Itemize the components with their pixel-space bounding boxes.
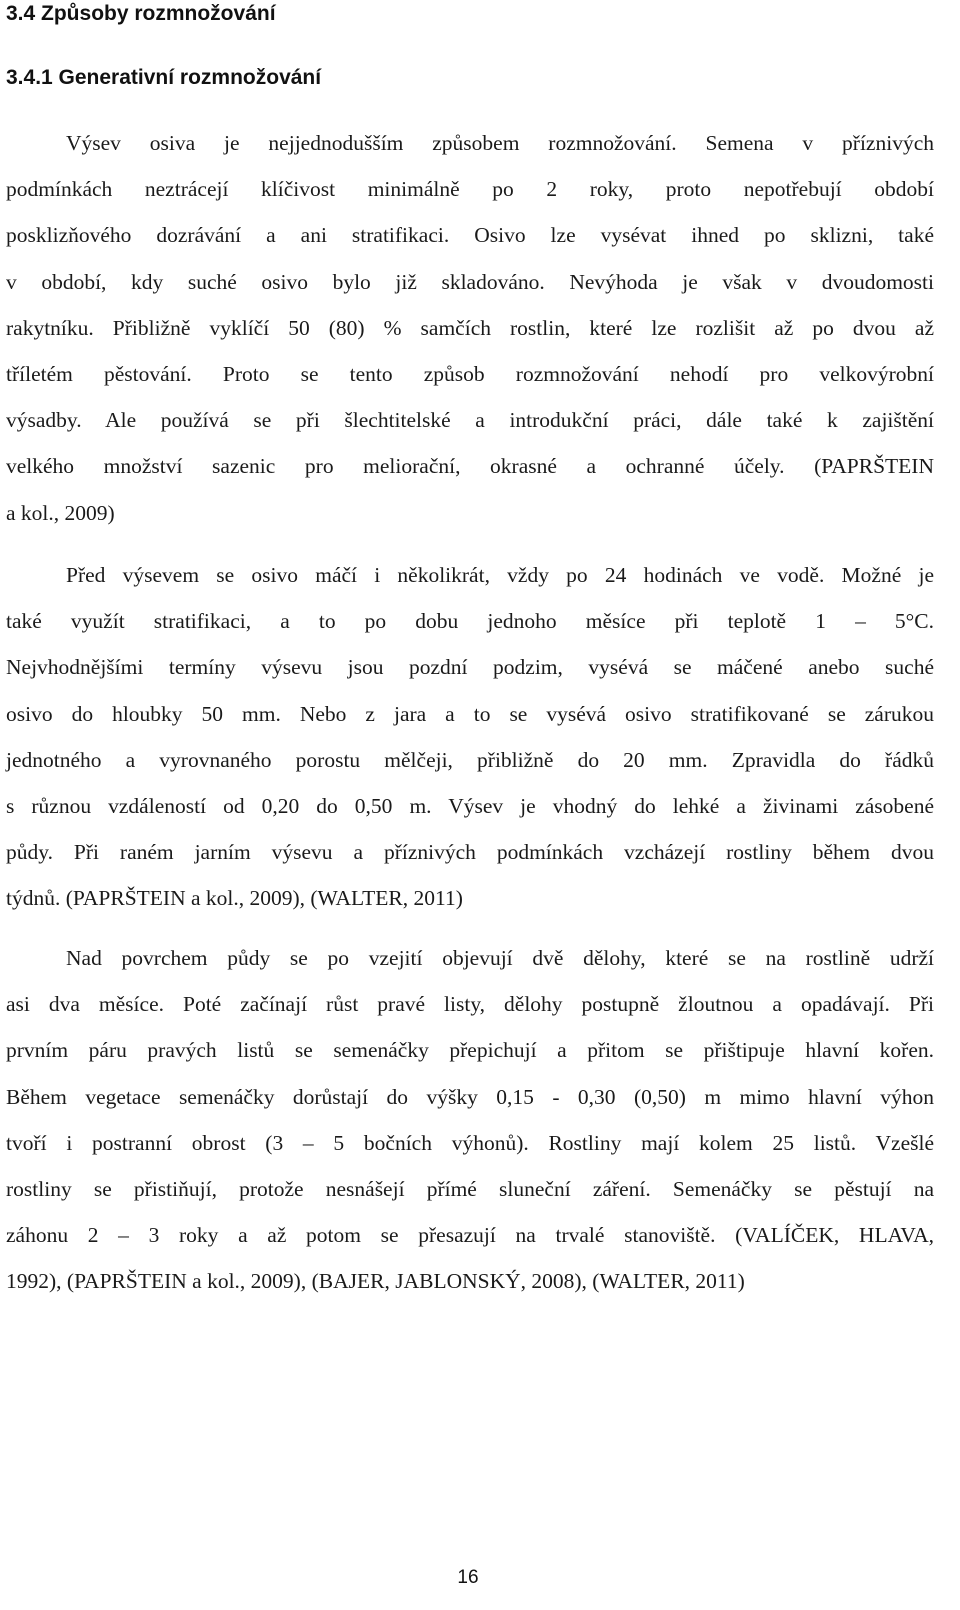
section-heading: 3.4 Způsoby rozmnožování [6, 2, 276, 25]
paragraph-line: záhonu 2 – 3 roky a až potom se přesazují na trvalé stanoviště. (VALÍČEK, HLAVA, [6, 1223, 934, 1248]
paragraph-3 [6, 935, 934, 1305]
paragraph-line: Během vegetace semenáčky dorůstají do výšky 0,15 - 0,30 (0,50) m mimo hlavní výhon [6, 1084, 934, 1109]
paragraph-line: také využít stratifikaci, a to po dobu jednoho měsíce při teplotě 1 – 5°C. [6, 609, 934, 634]
paragraph-line: rakytníku. Přibližně vyklíčí 50 (80) % samčích rostlin, které lze rozlišit až po dvou až [6, 315, 934, 340]
paragraph-1 [6, 120, 934, 536]
paragraph-line: výsadby. Ale používá se při šlechtitelské a introdukční práci, dále také k zajištění [6, 408, 934, 433]
paragraph-line: tvoří i postranní obrost (3 – 5 bočních výhonů). Rostliny mají kolem 25 listů. Vzešlé [6, 1130, 934, 1155]
paragraph-line: v období, kdy suché osivo bylo již skladováno. Nevýhoda je však v dvoudomosti [6, 269, 934, 294]
paragraph-line: asi dva měsíce. Poté začínají růst pravé listy, dělohy postupně žloutnou a opadávají. Při [6, 992, 934, 1017]
page-number: 16 [457, 1567, 479, 1588]
paragraph-line: posklizňového dozrávání a ani stratifikaci. Osivo lze vysévat ihned po sklizni, také [6, 223, 934, 248]
paragraph-line: Nad povrchem půdy se po vzejití objevují dvě dělohy, které se na rostlině udrží [66, 946, 934, 970]
paragraph-line: půdy. Při raném jarním výsevu a příznivých podmínkách vzcházejí rostliny během dvou [6, 840, 934, 865]
paragraph-line: osivo do hloubky 50 mm. Nebo z jara a to se vysévá osivo stratifikované se zárukou [6, 701, 934, 726]
subsection-heading: 3.4.1 Generativní rozmnožování [6, 66, 322, 89]
paragraph-line: týdnů. (PAPRŠTEIN a kol., 2009), (WALTER, 2011) [6, 886, 463, 911]
paragraph-line: podmínkách neztrácejí klíčivost minimálně po 2 roky, proto nepotřebují období [6, 177, 934, 202]
paragraph-line: Výsev osiva je nejjednodušším způsobem rozmnožování. Semena v příznivých [66, 131, 934, 155]
paragraph-line: velkého množství sazenic pro meliorační, okrasné a ochranné účely. (PAPRŠTEIN [6, 454, 934, 479]
paragraph-line: jednotného a vyrovnaného porostu mělčeji, přibližně do 20 mm. Zpravidla do řádků [6, 747, 934, 772]
paragraph-line: s různou vzdáleností od 0,20 do 0,50 m. Výsev je vhodný do lehké a živinami zásobené [6, 794, 934, 819]
paragraph-line: tříletém pěstování. Proto se tento způsob rozmnožování nehodí pro velkovýrobní [6, 362, 934, 387]
paragraph-line: Před výsevem se osivo máčí i několikrát, vždy po 24 hodinách ve vodě. Možné je [66, 563, 934, 587]
paragraph-line: rostliny se přistiňují, protože nesnášejí přímé sluneční záření. Semenáčky se pěstují na [6, 1177, 934, 1202]
paragraph-line: Nejvhodnějšími termíny výsevu jsou pozdní podzim, vysévá se máčené anebo suché [6, 655, 934, 680]
paragraph-line: a kol., 2009) [6, 500, 115, 525]
paragraph-line: prvním páru pravých listů se semenáčky přepichují a přitom se přištipuje hlavní kořen. [6, 1038, 934, 1063]
paragraph-2 [6, 552, 934, 922]
paragraph-line: 1992), (PAPRŠTEIN a kol., 2009), (BAJER, JABLONSKÝ, 2008), (WALTER, 2011) [6, 1269, 745, 1294]
